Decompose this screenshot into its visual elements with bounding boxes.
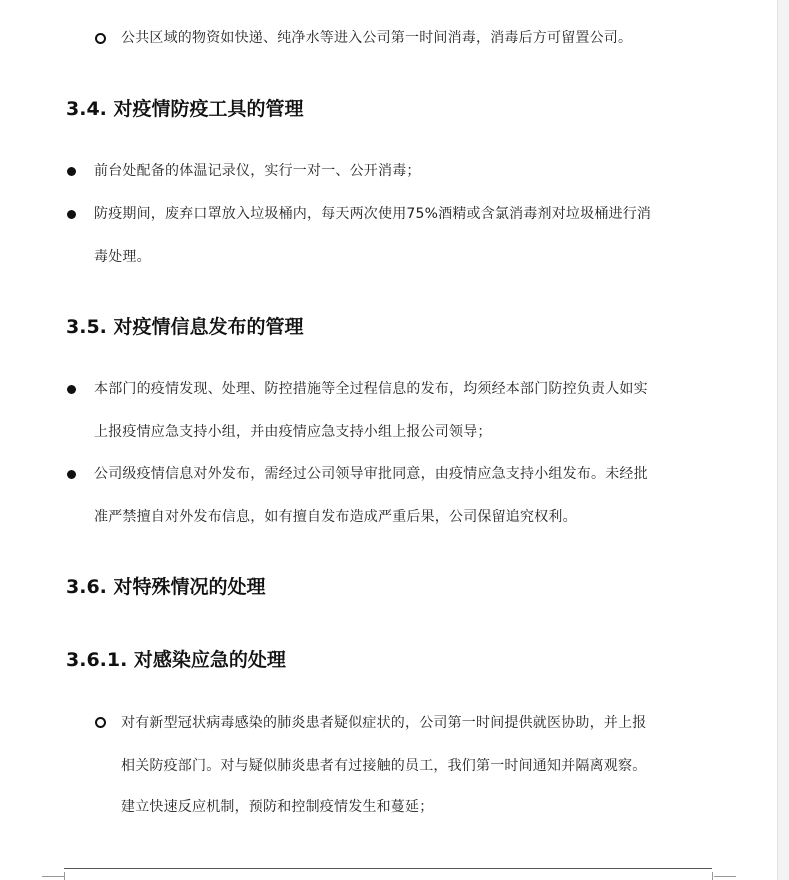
section-heading-3-5: 3.5. 对疫情信息发布的管理 [66,316,304,338]
list-item: 防疫期间，废弃口罩放入垃圾桶内，每天两次使用75%酒精或含氯消毒剂对垃圾桶进行消 [94,206,652,222]
page-corner-mark-right [714,876,736,877]
list-item-continuation: 上报疫情应急支持小组，并由疫情应急支持小组上报公司领导； [94,424,492,440]
section-heading-3-6-1: 3.6.1. 对感染应急的处理 [66,649,286,671]
bullet-icon [67,167,76,176]
bullet-icon [67,385,76,394]
page-bottom-rule [64,868,712,869]
section-heading-3-6: 3.6. 对特殊情况的处理 [66,576,266,598]
ring-bullet-icon [95,717,106,728]
vertical-scrollbar[interactable] [777,0,789,880]
list-item-continuation: 毒处理。 [94,249,151,265]
page-corner-mark-right-vertical [712,872,713,880]
list-item: 公司级疫情信息对外发布，需经过公司领导审批同意，由疫情应急支持小组发布。未经批 [94,466,648,482]
bullet-icon [67,470,76,479]
list-item: 本部门的疫情发现、处理、防控措施等全过程信息的发布，均须经本部门防控负责人如实 [94,381,648,397]
list-item: 公共区域的物资如快递、纯净水等进入公司第一时间消毒，消毒后方可留置公司。 [121,30,633,46]
list-item-continuation: 准严禁擅自对外发布信息，如有擅自发布造成严重后果，公司保留追究权利。 [94,509,577,525]
list-item-continuation: 相关防疫部门。对与疑似肺炎患者有过接触的员工，我们第一时间通知并隔离观察。 [121,758,647,774]
section-heading-3-4: 3.4. 对疫情防疫工具的管理 [66,98,304,120]
list-item: 前台处配备的体温记录仪，实行一对一、公开消毒； [94,163,421,179]
ring-bullet-icon [95,33,106,44]
page-corner-mark-left [42,876,64,877]
list-item-continuation: 建立快速反应机制，预防和控制疫情发生和蔓延； [121,799,434,815]
list-item: 对有新型冠状病毒感染的肺炎患者疑似症状的，公司第一时间提供就医协助，并上报 [121,715,647,731]
bullet-icon [67,210,76,219]
page-corner-mark-left-vertical [64,872,65,880]
